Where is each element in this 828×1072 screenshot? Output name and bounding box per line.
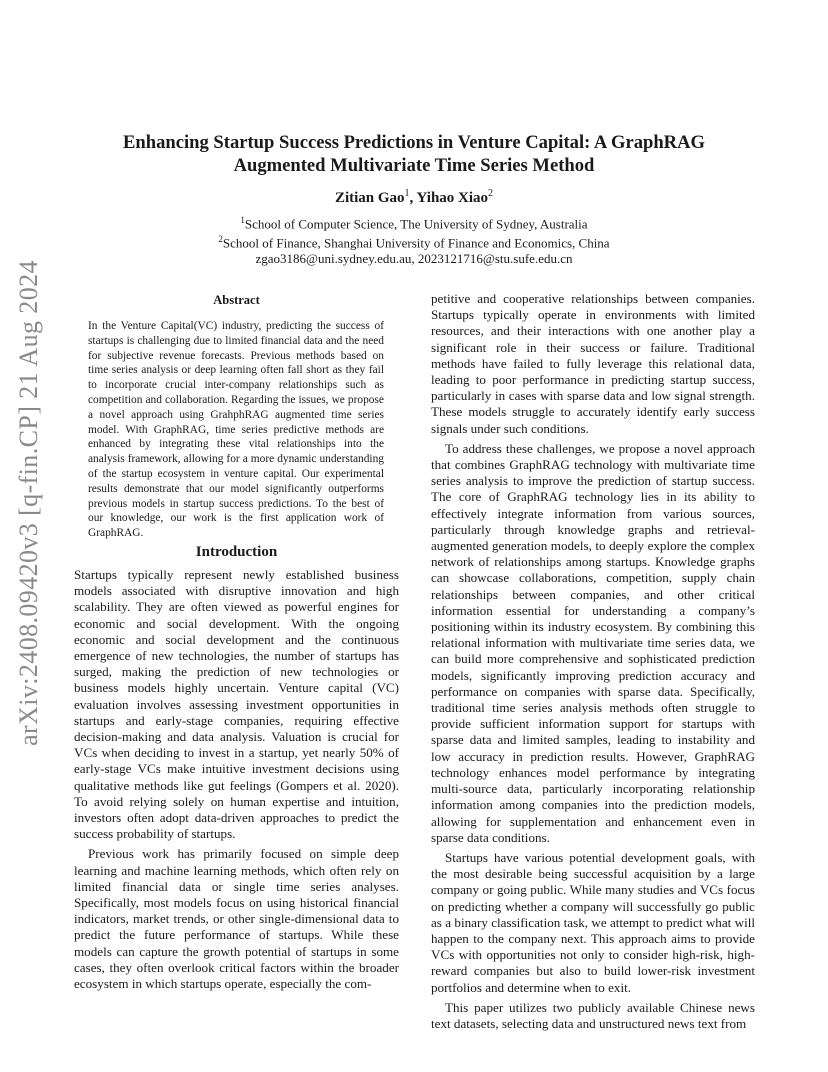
author-affiliation-mark: 1 <box>404 188 410 199</box>
introduction-heading: Introduction <box>195 544 278 560</box>
body-paragraph: Previous work has primarily focused on simple deep learning and machine learning methods, which often rely on limited financial data or single time series analyses. Specifically, most models focus on using historical financial indicators, market trends, or other single-dimensional data to predict the future performance of startups. While these models can capture the growth potential of startups in some cases, they often overlook critical factors within the broader ecosystem in which startups operate, especially the com- <box>74 846 399 992</box>
right-column <box>431 291 755 1036</box>
author-emails: zgao3186@uni.sydney.edu.au, 2023121716@stu.sufe.edu.cn <box>255 250 573 266</box>
author-name: Zitian Gao <box>334 190 405 206</box>
author-affiliation-mark: 2 <box>488 188 494 199</box>
affiliation-line <box>90 232 738 251</box>
author-name: Yihao Xiao <box>416 190 489 206</box>
paper-title: Enhancing Startup Success Predictions in Venture Capital: A GraphRAG Augmented Multivariate Time Series Method <box>122 132 705 176</box>
affiliation-line <box>90 213 738 232</box>
affiliation-text: School of Finance, Shanghai University of Finance and Economics, China <box>222 235 610 251</box>
body-paragraph: To address these challenges, we propose a novel approach that combines GraphRAG technology with multivariate time series analysis to improve the prediction of startup success. The core of GraphRAG technology lies in its ability to effectively integrate information from various sources, particularly through knowledge graphs and retrieval-augmented generation models, to deeply explore the complex network of relationships among startups. Knowledge graphs can showcase collaborations, competition, supply chain relationships between companies, and other critical information essential for understanding a company’s positioning within its industry ecosystem. By combining this relational information with multivariate time series data, we can build more comprehensive and sophisticated prediction models, significantly improving prediction accuracy and performance on companies with sparse data. Specifically, traditional time series analysis methods often struggle to provide sufficient information support for startups with sparse data and limited samples, leading to instability and low accuracy in prediction results. However, GraphRAG technology enhances model performance by integrating multi-source data, particularly incorporating relationship information among companies into the prediction models, allowing for supplementation and enhancement even in sparse data conditions. <box>431 440 755 845</box>
body-paragraph: petitive and cooperative relationships between companies. Startups typically operate in environments with limited resources, and their interactions with one another play a significant role in their success or failure. Traditional methods have failed to fully leverage this relational data, leading to poor performance in predicting startup success, particularly in cases with sparse data and low signal strength. These models struggle to accurately identify early success signals under such conditions. <box>431 291 755 436</box>
affiliation-mark: 1 <box>240 215 245 225</box>
introduction-body <box>74 567 399 996</box>
affiliation-mark: 2 <box>218 233 223 244</box>
body-paragraph: This paper utilizes two publicly available Chinese news text datasets, selecting data and unstructured news text from <box>431 999 755 1031</box>
affiliation-text: School of Computer Science, The University of Sydney, Australia <box>244 216 588 232</box>
arxiv-identifier-stamp <box>12 260 46 746</box>
body-paragraph: Startups typically represent newly established business models associated with disruptive innovation and high scalability. They are often viewed as powerful engines for economic and social development. With the ongoing economic and social development and the continuous emergence of new technologies, the number of startups has surged, making the prediction of new technologies or business models highly uncertain. Venture capital (VC) evaluation involves assessing investment opportunities in startups and early-stage companies, requiring effective decision-making and data analysis. Valuation is crucial for VCs when deciding to invest in a startup, yet nearly 50% of early-stage VCs make intuitive investment decisions using qualitative methods like gut feelings (Gompers et al. 2020). To avoid relying solely on human expertise and intuition, investors often adopt data-driven approaches to predict the success probability of startups. <box>74 567 399 842</box>
body-paragraph: Startups have various potential development goals, with the most desirable being successful acquisition by a large company or going public. While many studies and VCs focus on predicting whether a company will successfully go public as a binary classification task, we attempt to predict what will happen to the company next. This approach aims to provide VCs with opportunities not only to consider high-risk, high-reward companies but also to build lower-risk investment portfolios and determine when to exit. <box>431 849 755 995</box>
affiliations-block <box>90 213 738 266</box>
author-separator: , <box>409 190 417 206</box>
abstract-heading: Abstract <box>213 293 260 307</box>
arxiv-identifier-text: arXiv:2408.09420v3 [q-fin.CP] 21 Aug 2024 <box>14 260 43 746</box>
author-line <box>90 188 738 207</box>
abstract-text: In the Venture Capital(VC) industry, predicting the success of startups is challenging due to limited financial data and the need for subjective revenue forecasts. Previous methods based on time series analysis or deep learning often fall short as they fail to incorporate crucial inter-company relationships such as competition and collaboration. Regarding the issues, we propose a novel approach using GrahphRAG augmented time series model. With GraphRAG, time series predictive methods are enhanced by integrating these vital relationships into the analysis framework, allowing for a more dynamic understanding of the startup ecosystem in venture capital. Our experimental results demonstrate that our model significantly outperforms previous models in startup success predictions. To the best of our knowledge, our work is the first application work of GraphRAG. <box>88 320 384 540</box>
